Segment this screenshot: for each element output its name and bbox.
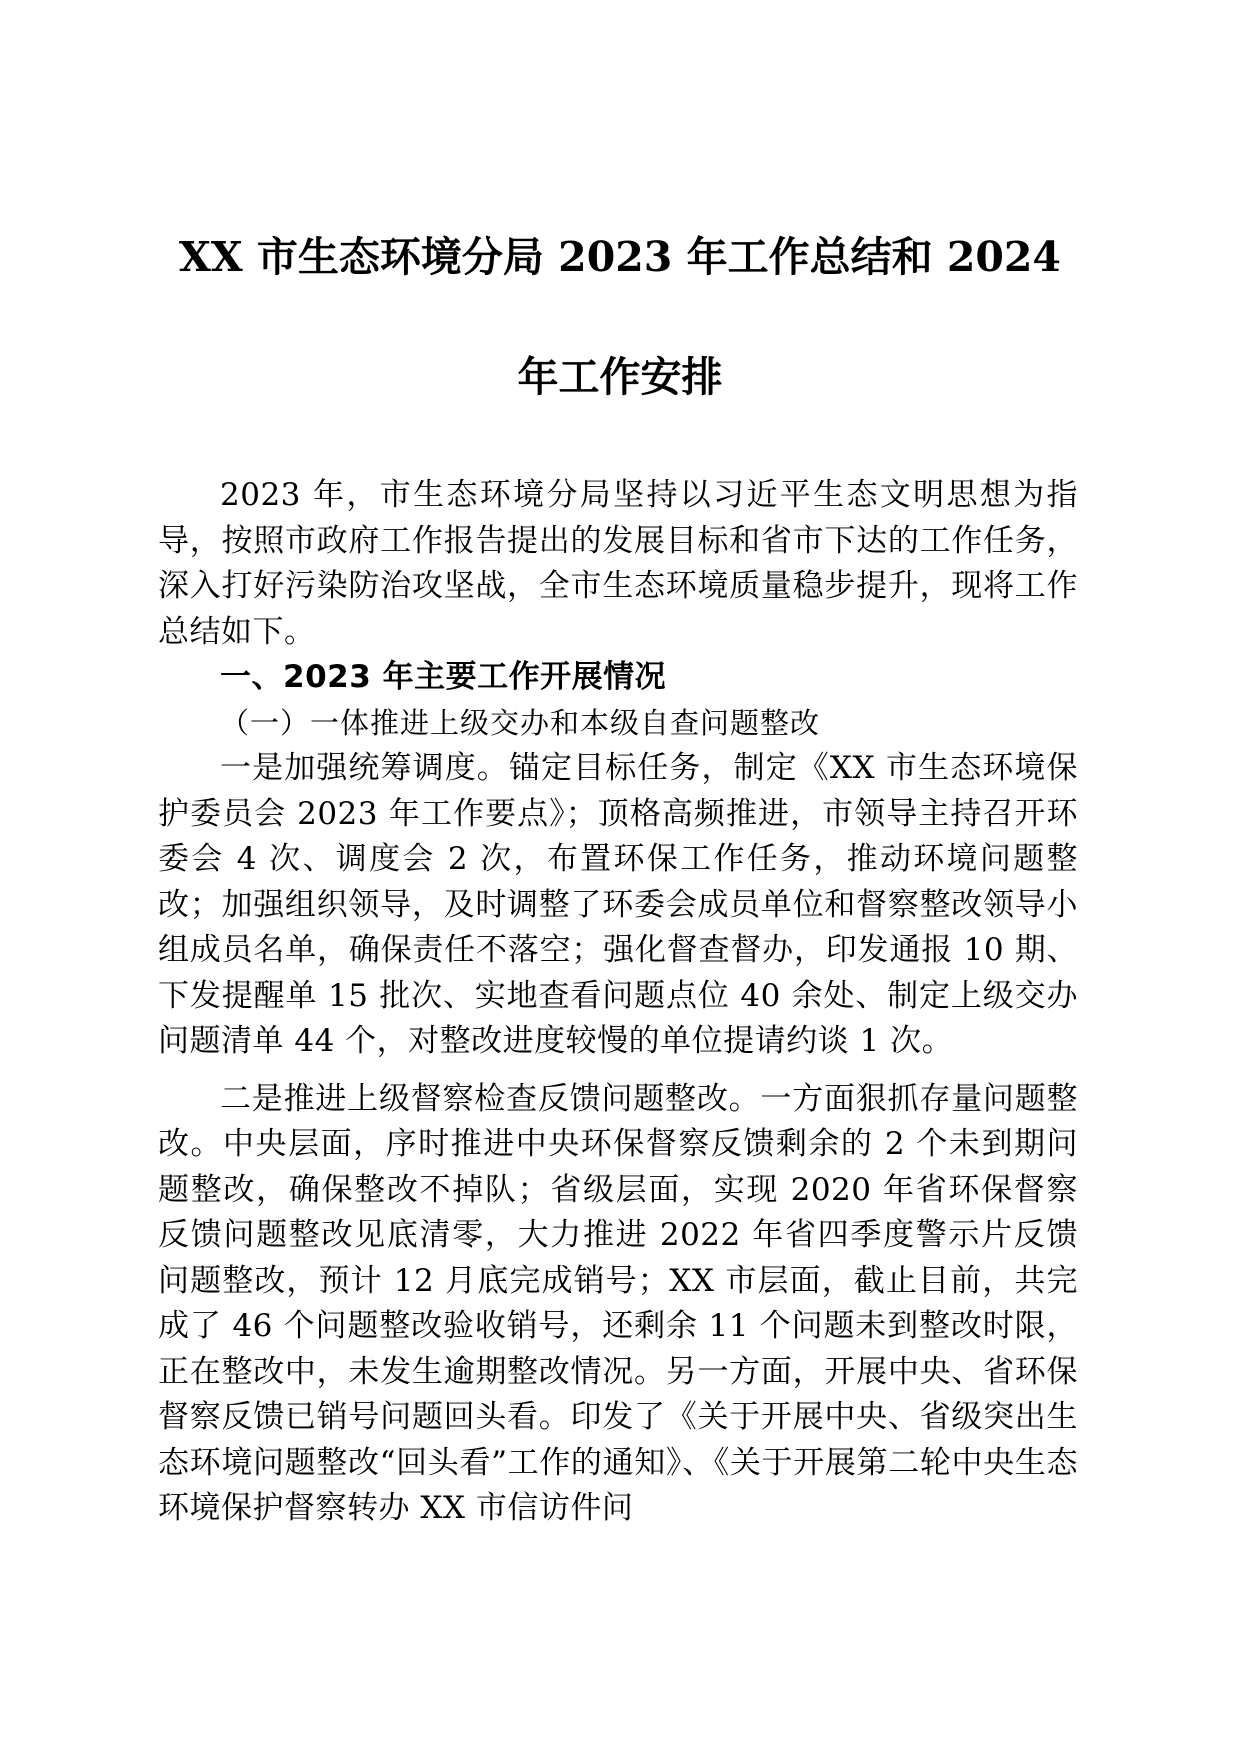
paragraph-inspection-rectification: 二是推进上级督察检查反馈问题整改。一方面狠抓存量问题整改。中央层面，序时推进中央环保督察反馈剩余的 2 个未到期问题整改，确保整改不掉队；省级层面，实现 2020 年省环保督察反馈问题整改见底清零，大力推进 2022 年省四季度警示片反馈问题整改，预计 12 月底完成销号；XX 市层面，截止目前，共完成了 46 个问题整改验收销号，还剩余 11 个问题未到整改时限，正在整改中，未发生逾期整改情况。另一方面，开展中央、省环保督察反馈已销号问题回头看。印发了《关于开展中央、省级突出生态环境问题整改“回头看”工作的通知》、《关于开展第二轮中央生态环境保护督察转办 XX 市信访件问 xyxy=(158,1080,1078,1526)
document-title-line-2: 年工作安排 xyxy=(517,353,723,401)
document-body xyxy=(158,473,1078,1532)
section-heading: 一、2023 年主要工作开展情况 xyxy=(220,659,667,695)
intro-paragraph: 2023 年，市生态环境分局坚持以习近平生态文明思想为指导，按照市政府工作报告提出的发展目标和省市下达的工作任务，深入打好污染防治攻坚战，全市生态环境质量稳步提升，现将工作总结如下。 xyxy=(158,477,1078,650)
subsection-heading: （一）一体推进上级交办和本级自查问题整改 xyxy=(220,705,821,740)
document-title-line-1: XX 市生态环境分局 2023 年工作总结和 2024 xyxy=(179,233,1061,281)
paragraph-coordination: 一是加强统筹调度。锚定目标任务，制定《XX 市生态环境保护委员会 2023 年工作要点》；顶格高频推进，市领导主持召开环委会 4 次、调度会 2 次，布置环保工作任务，推动环境问题整改；加强组织领导，及时调整了环委会成员单位和督察整改领导小组成员名单，确保责任不落空；强化督查督办，印发通报 10 期、下发提醒单 15 批次、实地查看问题点位 40 余处、制定上级交办问题清单 44 个，对整改进度较慢的单位提请约谈 1 次。 xyxy=(158,750,1078,1059)
